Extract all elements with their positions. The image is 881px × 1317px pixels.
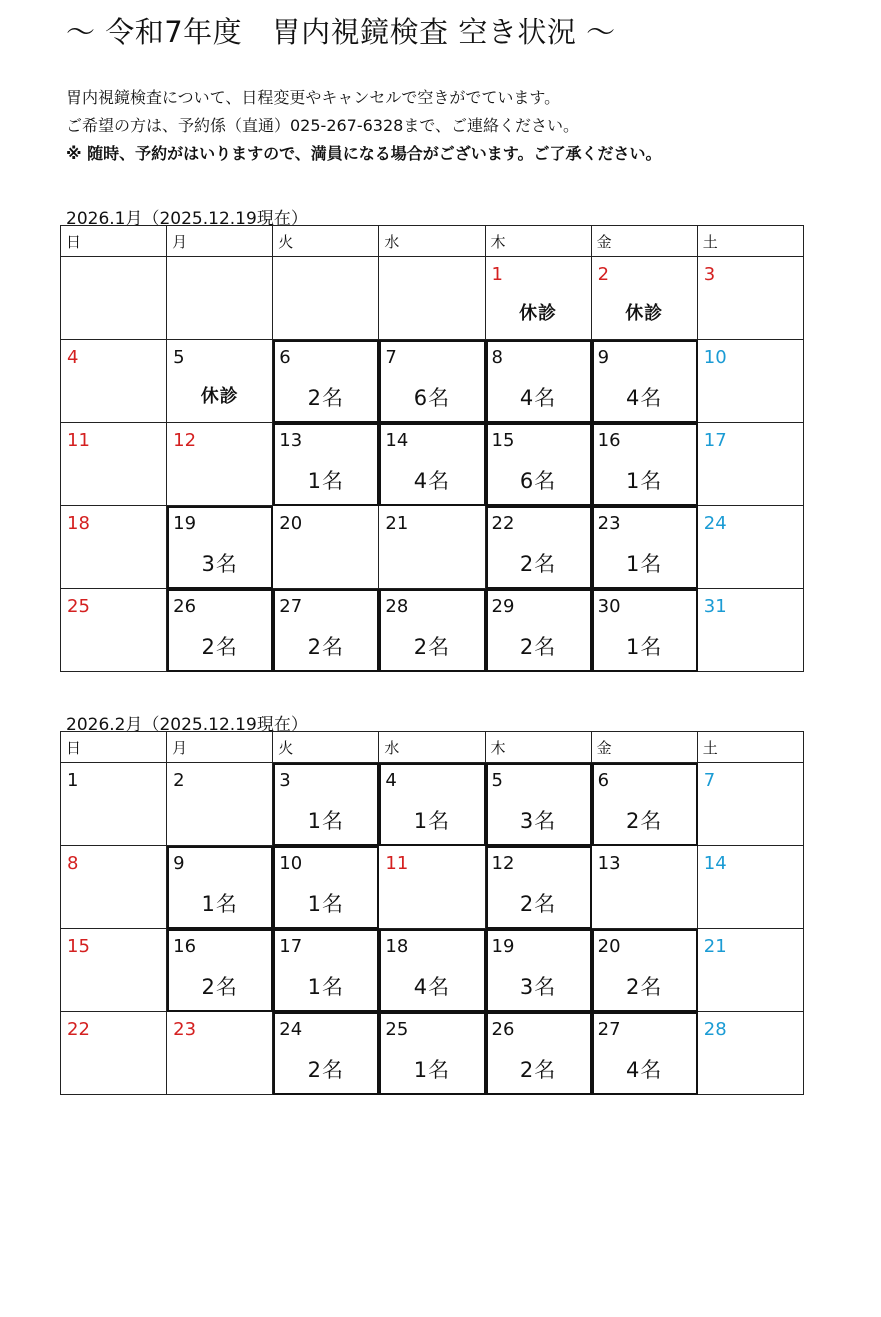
calendar-day-cell bbox=[592, 257, 698, 340]
day-number: 1 bbox=[67, 770, 79, 791]
day-number: 4 bbox=[67, 347, 79, 368]
calendar-day-cell bbox=[273, 506, 379, 589]
day-number: 2 bbox=[173, 770, 185, 791]
calendar-day-cell bbox=[61, 1012, 167, 1095]
calendar-week-row bbox=[61, 763, 804, 846]
calendar-week-row bbox=[61, 846, 804, 929]
weekday-header bbox=[61, 732, 804, 763]
day-number: 20 bbox=[279, 513, 303, 534]
weekday-label: 木 bbox=[486, 226, 592, 257]
calendar-week-row bbox=[61, 506, 804, 589]
calendar-day-cell bbox=[486, 423, 592, 506]
calendar-day-cell bbox=[61, 763, 167, 846]
availability-count: 2名 bbox=[519, 552, 557, 576]
day-number: 19 bbox=[173, 513, 197, 534]
day-number: 8 bbox=[67, 853, 79, 874]
intro-text bbox=[66, 84, 662, 168]
availability-count: 3名 bbox=[519, 809, 557, 833]
day-number: 18 bbox=[385, 936, 409, 957]
calendar-day-cell bbox=[592, 846, 698, 929]
calendar-day-cell bbox=[167, 506, 273, 589]
day-number: 4 bbox=[385, 770, 397, 791]
weekday-label: 日 bbox=[61, 732, 167, 763]
calendar-day-cell bbox=[592, 340, 698, 423]
calendar-day-cell bbox=[379, 929, 485, 1012]
availability-count: 2名 bbox=[519, 635, 557, 659]
day-number: 18 bbox=[67, 513, 90, 534]
calendar-day-cell bbox=[698, 589, 804, 672]
weekday-header bbox=[61, 226, 804, 257]
calendar-day-cell bbox=[592, 589, 698, 672]
page-title: ～ 令和7年度 胃内視鏡検査 空き状況 ～ bbox=[66, 15, 616, 49]
day-number: 21 bbox=[703, 936, 727, 957]
intro-notice: ※ 随時、予約がはいりますので、満員になる場合がございます。ご了承ください。 bbox=[66, 144, 662, 163]
day-number: 30 bbox=[597, 596, 621, 617]
day-number: 15 bbox=[491, 430, 515, 451]
day-number: 16 bbox=[173, 936, 197, 957]
calendar-day-cell bbox=[379, 257, 485, 340]
availability-count: 1名 bbox=[413, 809, 451, 833]
availability-count: 1名 bbox=[307, 809, 344, 833]
day-number: 24 bbox=[279, 1019, 303, 1040]
calendar-day-cell bbox=[273, 763, 379, 846]
availability-count: 4名 bbox=[626, 1058, 663, 1082]
weekday-label: 月 bbox=[167, 226, 273, 257]
day-number: 5 bbox=[491, 770, 503, 791]
day-number: 14 bbox=[703, 853, 727, 874]
day-number: 7 bbox=[385, 347, 397, 368]
calendar-label-february: 2026.2月（2025.12.19現在） bbox=[66, 715, 308, 735]
calendar-day-cell bbox=[486, 846, 592, 929]
calendar-week-row bbox=[61, 340, 804, 423]
calendar-day-cell bbox=[379, 340, 485, 423]
day-number: 26 bbox=[491, 1019, 515, 1040]
calendar-day-cell bbox=[486, 506, 592, 589]
weekday-label: 金 bbox=[592, 732, 698, 763]
calendar-day-cell bbox=[61, 423, 167, 506]
availability-count: 2名 bbox=[201, 975, 238, 999]
day-number: 9 bbox=[173, 853, 185, 874]
calendar-day-cell bbox=[167, 929, 273, 1012]
calendar-day-cell bbox=[592, 423, 698, 506]
calendar-day-cell bbox=[486, 257, 592, 340]
day-number: 24 bbox=[703, 513, 727, 534]
day-number: 26 bbox=[173, 596, 197, 617]
calendar-label-january: 2026.1月（2025.12.19現在） bbox=[66, 209, 308, 229]
day-number: 31 bbox=[703, 596, 727, 617]
availability-count: 2名 bbox=[201, 635, 238, 659]
calendar-day-cell bbox=[592, 929, 698, 1012]
day-number: 1 bbox=[491, 264, 503, 285]
availability-count: 1名 bbox=[626, 635, 663, 659]
day-number: 14 bbox=[385, 430, 409, 451]
calendar-week-row bbox=[61, 423, 804, 506]
day-number: 10 bbox=[703, 347, 727, 368]
calendar-day-cell bbox=[167, 1012, 273, 1095]
calendar-week-row bbox=[61, 257, 804, 340]
day-number: 22 bbox=[67, 1019, 90, 1040]
calendar-january bbox=[60, 225, 804, 672]
calendar-day-cell bbox=[61, 846, 167, 929]
calendar-day-cell bbox=[698, 506, 804, 589]
intro-line-1: 胃内視鏡検査について、日程変更やキャンセルで空きがでています。 bbox=[66, 88, 561, 107]
calendar-day-cell bbox=[61, 929, 167, 1012]
day-number: 27 bbox=[279, 596, 303, 617]
day-number: 13 bbox=[597, 853, 621, 874]
closed-label: 休診 bbox=[625, 303, 664, 324]
day-number: 8 bbox=[491, 347, 503, 368]
availability-count: 2名 bbox=[626, 809, 663, 833]
availability-count: 1名 bbox=[413, 1058, 451, 1082]
day-number: 23 bbox=[173, 1019, 197, 1040]
day-number: 3 bbox=[279, 770, 291, 791]
day-number: 11 bbox=[67, 430, 90, 451]
calendar-day-cell bbox=[379, 846, 485, 929]
calendar-day-cell bbox=[167, 423, 273, 506]
calendar-day-cell bbox=[61, 506, 167, 589]
calendar-day-cell bbox=[379, 423, 485, 506]
day-number: 11 bbox=[385, 853, 409, 874]
day-number: 17 bbox=[703, 430, 727, 451]
calendar-day-cell bbox=[486, 340, 592, 423]
calendar-week-row bbox=[61, 1012, 804, 1095]
calendar-day-cell bbox=[486, 589, 592, 672]
weekday-label: 水 bbox=[379, 732, 485, 763]
calendar-day-cell bbox=[167, 763, 273, 846]
day-number: 28 bbox=[703, 1019, 727, 1040]
availability-count: 1名 bbox=[307, 892, 344, 916]
calendar-day-cell bbox=[61, 589, 167, 672]
availability-count: 2名 bbox=[307, 386, 344, 410]
weekday-label: 水 bbox=[379, 226, 485, 257]
availability-count: 3名 bbox=[201, 552, 238, 576]
calendar-day-cell bbox=[486, 1012, 592, 1095]
calendar-day-cell bbox=[273, 589, 379, 672]
availability-count: 6名 bbox=[413, 386, 451, 410]
availability-count: 2名 bbox=[307, 635, 344, 659]
calendar-day-cell bbox=[167, 340, 273, 423]
day-number: 17 bbox=[279, 936, 303, 957]
day-number: 12 bbox=[173, 430, 197, 451]
day-number: 29 bbox=[491, 596, 515, 617]
availability-count: 1名 bbox=[307, 975, 344, 999]
day-number: 25 bbox=[385, 1019, 409, 1040]
day-number: 3 bbox=[703, 264, 716, 285]
weekday-label: 火 bbox=[273, 732, 379, 763]
calendar-week-row bbox=[61, 589, 804, 672]
calendar-day-cell bbox=[273, 423, 379, 506]
day-number: 22 bbox=[491, 513, 515, 534]
calendar-day-cell bbox=[698, 929, 804, 1012]
availability-count: 4名 bbox=[626, 386, 663, 410]
day-number: 2 bbox=[597, 264, 610, 285]
calendar-day-cell bbox=[273, 929, 379, 1012]
availability-count: 2名 bbox=[519, 1058, 557, 1082]
availability-count: 1名 bbox=[626, 469, 663, 493]
day-number: 15 bbox=[67, 936, 90, 957]
day-number: 16 bbox=[597, 430, 621, 451]
day-number: 7 bbox=[703, 770, 716, 791]
calendar-day-cell bbox=[698, 1012, 804, 1095]
calendar-day-cell bbox=[379, 1012, 485, 1095]
day-number: 13 bbox=[279, 430, 303, 451]
calendar-day-cell bbox=[698, 846, 804, 929]
closed-label: 休診 bbox=[200, 386, 239, 407]
calendar-day-cell bbox=[592, 763, 698, 846]
calendar-day-cell bbox=[61, 257, 167, 340]
calendar-day-cell bbox=[486, 929, 592, 1012]
day-number: 27 bbox=[597, 1019, 621, 1040]
calendar-day-cell bbox=[167, 589, 273, 672]
availability-count: 4名 bbox=[413, 469, 451, 493]
calendar-day-cell bbox=[167, 257, 273, 340]
calendar-day-cell bbox=[61, 340, 167, 423]
calendar-day-cell bbox=[379, 506, 485, 589]
calendar-day-cell bbox=[273, 257, 379, 340]
availability-count: 2名 bbox=[413, 635, 451, 659]
calendar-day-cell bbox=[167, 846, 273, 929]
availability-count: 2名 bbox=[519, 892, 557, 916]
calendar-day-cell bbox=[592, 1012, 698, 1095]
day-number: 23 bbox=[597, 513, 621, 534]
weekday-label: 金 bbox=[592, 226, 698, 257]
day-number: 19 bbox=[491, 936, 515, 957]
availability-count: 2名 bbox=[626, 975, 663, 999]
calendar-day-cell bbox=[698, 257, 804, 340]
calendar-day-cell bbox=[379, 589, 485, 672]
calendar-day-cell bbox=[273, 846, 379, 929]
availability-count: 3名 bbox=[519, 975, 557, 999]
calendar-day-cell bbox=[486, 763, 592, 846]
calendar-day-cell bbox=[698, 340, 804, 423]
day-number: 25 bbox=[67, 596, 90, 617]
availability-count: 1名 bbox=[201, 892, 238, 916]
calendar-day-cell bbox=[379, 763, 485, 846]
availability-count: 4名 bbox=[413, 975, 451, 999]
availability-count: 1名 bbox=[626, 552, 663, 576]
availability-count: 1名 bbox=[307, 469, 344, 493]
weekday-label: 日 bbox=[61, 226, 167, 257]
closed-label: 休診 bbox=[519, 303, 558, 324]
calendar-day-cell bbox=[273, 1012, 379, 1095]
calendar-day-cell bbox=[698, 423, 804, 506]
day-number: 6 bbox=[597, 770, 610, 791]
intro-line-2: ご希望の方は、予約係（直通）025-267-6328まで、ご連絡ください。 bbox=[66, 116, 580, 135]
calendar-february bbox=[60, 731, 804, 1095]
availability-count: 4名 bbox=[519, 386, 557, 410]
day-number: 12 bbox=[491, 853, 515, 874]
calendar-day-cell bbox=[273, 340, 379, 423]
day-number: 20 bbox=[597, 936, 621, 957]
weekday-label: 月 bbox=[167, 732, 273, 763]
calendar-day-cell bbox=[592, 506, 698, 589]
calendar-day-cell bbox=[698, 763, 804, 846]
availability-count: 6名 bbox=[519, 469, 557, 493]
day-number: 21 bbox=[385, 513, 409, 534]
day-number: 6 bbox=[279, 347, 291, 368]
day-number: 9 bbox=[597, 347, 610, 368]
calendar-week-row bbox=[61, 929, 804, 1012]
day-number: 10 bbox=[279, 853, 303, 874]
weekday-label: 土 bbox=[698, 732, 804, 763]
availability-count: 2名 bbox=[307, 1058, 344, 1082]
day-number: 28 bbox=[385, 596, 409, 617]
weekday-label: 火 bbox=[273, 226, 379, 257]
weekday-label: 木 bbox=[486, 732, 592, 763]
weekday-label: 土 bbox=[698, 226, 804, 257]
day-number: 5 bbox=[173, 347, 185, 368]
